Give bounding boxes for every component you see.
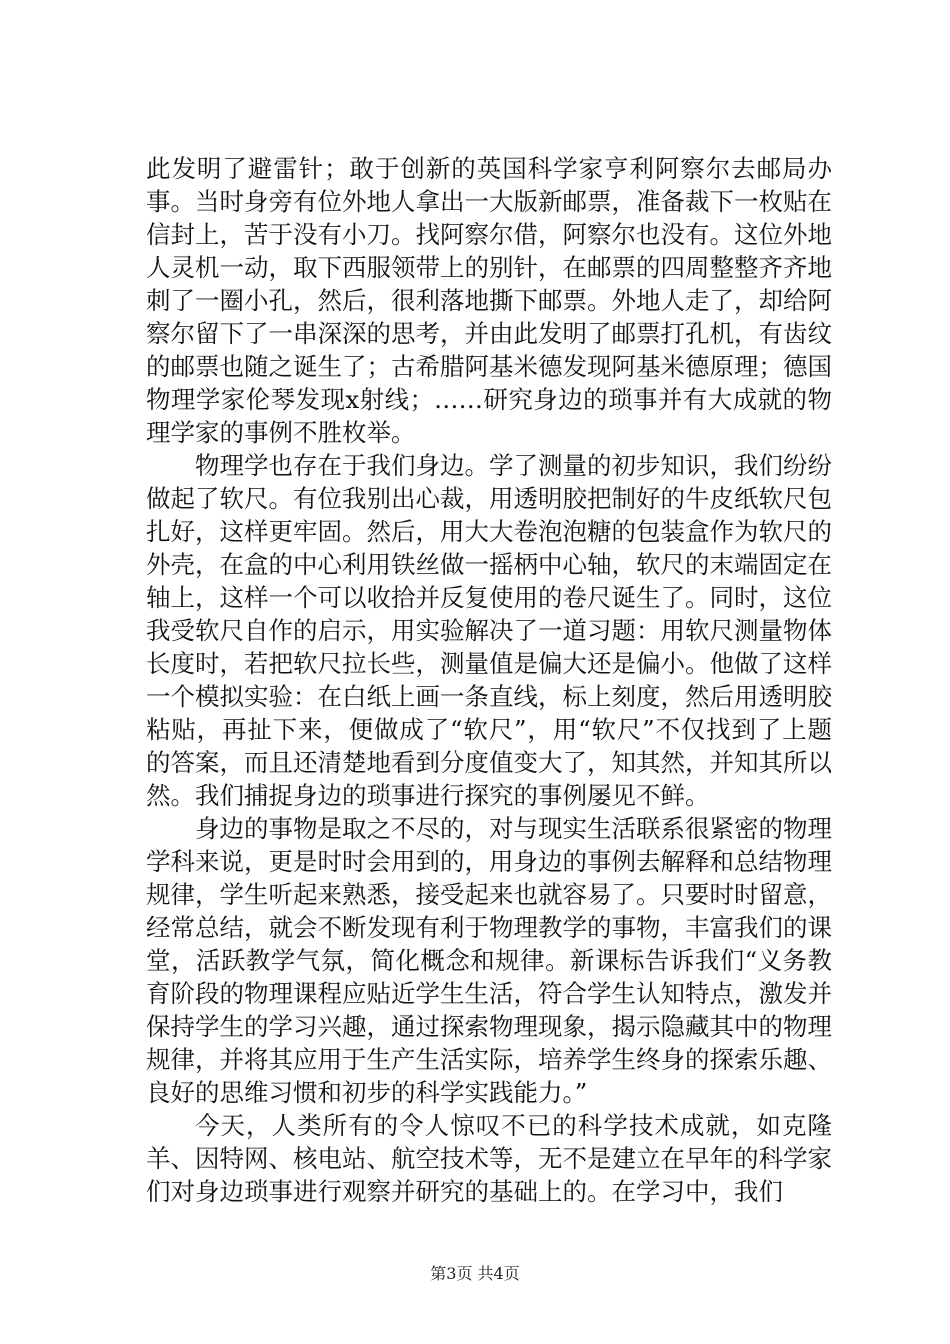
paragraph-1: 此发明了避雷针；敢于创新的英国科学家亨利阿察尔去邮局办事。当时身旁有位外地人拿出一大版新邮票，准备裁下一枚贴在信封上，苦于没有小刀。找阿察尔借，阿察尔也没有。这位外地人灵机一动，取下西服领带上的别针，在邮票的四周整整齐齐地刺了一圈小孔，然后，很利落地撕下邮票。外地人走了，却给阿察尔留下了一串深深的思考，并由此发明了邮票打孔机，有齿纹的邮票也随之诞生了；古希腊阿基米德发现阿基米德原理；德国物理学家伦琴发现x射线；……研究身边的琐事并有大成就的物理学家的事例不胜枚举。 <box>146 154 832 447</box>
paragraph-4: 今天，人类所有的令人惊叹不已的科学技术成就，如克隆羊、因特网、核电站、航空技术等，无不是建立在早年的科学家们对身边琐事进行观察并研究的基础上的。在学习中，我们 <box>146 1111 832 1206</box>
paragraph-2: 物理学也存在于我们身边。学了测量的初步知识，我们纷纷做起了软尺。有位我别出心裁，用透明胶把制好的牛皮纸软尺包扎好，这样更牢固。然后，用大大卷泡泡糖的包装盒作为软尺的外壳，在盒的中心利用铁丝做一摇柄中心轴，软尺的末端固定在轴上，这样一个可以收拾并反复使用的卷尺诞生了。同时，这位我受软尺自作的启示，用实验解决了一道习题：用软尺测量物体长度时，若把软尺拉长些，测量值是偏大还是偏小。他做了这样一个模拟实验：在白纸上画一条直线，标上刻度，然后用透明胶粘贴，再扯下来，便做成了“软尺”，用“软尺”不仅找到了上题的答案，而且还清楚地看到分度值变大了，知其然，并知其所以然。我们捕捉身边的琐事进行探究的事例屡见不鲜。 <box>146 451 832 810</box>
document-body <box>146 152 832 1208</box>
paragraph-3: 身边的事物是取之不尽的，对与现实生活联系很紧密的物理学科来说，更是时时会用到的，用身边的事例去解释和总结物理规律，学生听起来熟悉，接受起来也就容易了。只要时时留意，经常总结，就会不断发现有利于物理教学的事物，丰富我们的课堂，活跃教学气氛，简化概念和规律。新课标告诉我们“义务教育阶段的物理课程应贴近学生生活，符合学生认知特点，激发并保持学生的学习兴趣，通过探索物理现象，揭示隐藏其中的物理规律，并将其应用于生产生活实际，培养学生终身的探索乐趣、良好的思维习惯和初步的科学实践能力。” <box>146 814 832 1107</box>
page-footer: 第3页 共4页 <box>430 1264 520 1283</box>
